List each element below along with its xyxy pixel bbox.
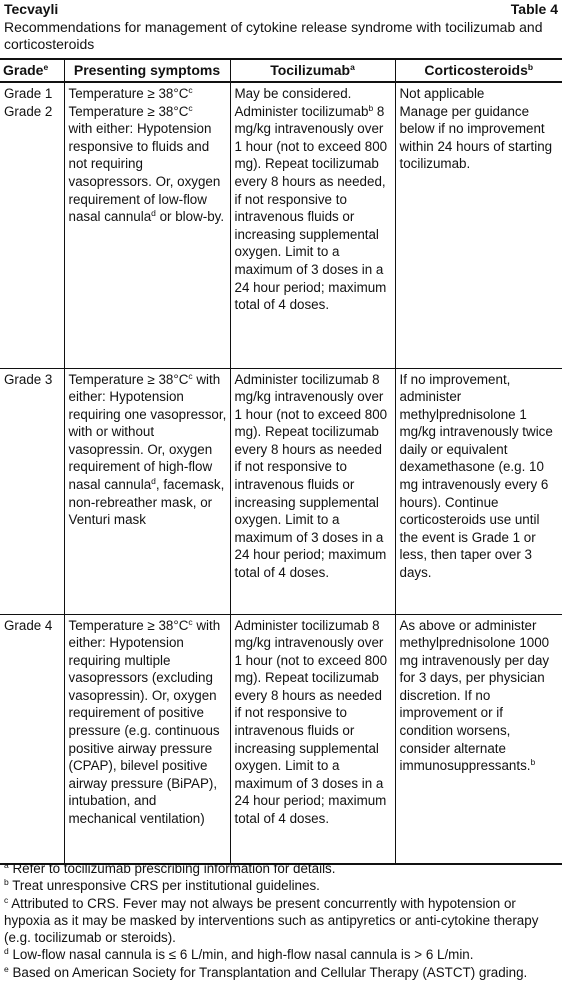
brand-name: Tecvayli [4, 1, 59, 17]
footnotes [4, 860, 560, 981]
corticosteroids-cell: As above or administer methylprednisolone 1000 mg intravenously per day for 3 days, per physician discretion. If no improvement or if condition worsens, consider alternate immunosuppressants.$^b$ [395, 614, 562, 864]
corticosteroids-cell: If no improvement, administer methylprednisolone 1 mg/kg intravenously twice daily or equivalent dexamethasone (e.g. 10 mg intravenously every 6 hours). Continue corticosteroids use until the event is Grade 1 or less, then taper over 3 days. [395, 368, 562, 614]
corticosteroids-cell: Not applicable Manage per guidance below if no improvement within 24 hours of starting tocilizumab. [395, 82, 562, 368]
table-row-grade-4 [0, 614, 562, 864]
symptoms-cell: Temperature ≥ $38^\circ C^c$ with either: Hypotension requiring one vasopressor, with or without vasopressin. Or, oxygen requirement of high-flow nasal cannula$^d$, facemask, non-rebreather mask, or Venturi mask [64, 368, 230, 614]
header-presenting-symptoms: Presenting symptoms [64, 59, 230, 82]
header-grade: Grade$^e$ [0, 59, 64, 82]
crs-management-table [0, 58, 562, 865]
grade-cell: Grade 3 [0, 368, 64, 614]
symptoms-cell: Temperature ≥ $38^\circ C^c$ with either: Hypotension requiring multiple vasopressors (excluding vasopressin). Or, oxygen requirement of positive pressure (e.g. continuous positive airway pressure (CPAP), bilevel positive airway pressure (BiPAP), intubation, and mechanical ventilation) [64, 614, 230, 864]
symptoms-cell: Temperature ≥ $38^\circ C^c$ Temperature ≥ $38^\circ C^c$ with either: Hypotension responsive to fluids and not requiring vasopressors. Or, oxygen requirement of low-flow nasal cannula$^d$ or blow-by. [64, 82, 230, 368]
document-header [4, 1, 558, 21]
table-header-row [0, 59, 562, 82]
table-row-grade-1-2 [0, 82, 562, 368]
tocilizumab-cell: May be considered. Administer tocilizumab$^b$ 8 mg/kg intravenously over 1 hour (not to exceed 800 mg). Repeat tocilizumab every 8 hours as needed, if not responsive to intravenous fluids or increasing supplemental oxygen. Limit to a maximum of 3 doses in a 24 hour period; maximum total of 4 doses. [230, 82, 395, 368]
tocilizumab-cell: Administer tocilizumab 8 mg/kg intravenously over 1 hour (not to exceed 800 mg). Repeat tocilizumab every 8 hours as needed if not responsive to intravenous fluids or increasing supplemental oxygen. Limit to a maximum of 3 doses in a 24 hour period; maximum total of 4 doses. [230, 368, 395, 614]
grade-cell: Grade 1 Grade 2 [0, 82, 64, 368]
footnote-c: $^c$ Attributed to CRS. Fever may not always be present concurrently with hypotension or hypoxia as it may be masked by interventions such as antipyretics or anti-cytokine therapy (e.g. tocilizumab or steroids). [4, 894, 539, 946]
footnote-b: $^b$ Treat unresponsive CRS per institutional guidelines. [4, 877, 320, 894]
grade-cell: Grade 4 [0, 614, 64, 864]
table-row-grade-3 [0, 368, 562, 614]
tocilizumab-cell: Administer tocilizumab 8 mg/kg intravenously over 1 hour (not to exceed 800 mg). Repeat tocilizumab every 8 hours as needed if not responsive to intravenous fluids or increasing supplemental oxygen. Limit to a maximum of 3 doses in a 24 hour period; maximum total of 4 doses. [230, 614, 395, 864]
footnote-d: $^d$ Low-flow nasal cannula is ≤ 6 L/min, and high-flow nasal cannula is > 6 L/min. [4, 946, 474, 963]
table-number: Table 4 [510, 1, 558, 17]
footnote-a: $^a$ Refer to tocilizumab prescribing information for details. [4, 860, 336, 876]
table-caption: Recommendations for management of cytokine release syndrome with tocilizumab and corticosteroids [4, 19, 543, 52]
header-corticosteroids: Corticosteroids$^b$ [395, 59, 562, 82]
header-tocilizumab: Tocilizumab$^a$ [230, 59, 395, 82]
footnote-e: $^e$ Based on American Society for Transplantation and Cellular Therapy (ASTCT) grading. [4, 963, 528, 980]
